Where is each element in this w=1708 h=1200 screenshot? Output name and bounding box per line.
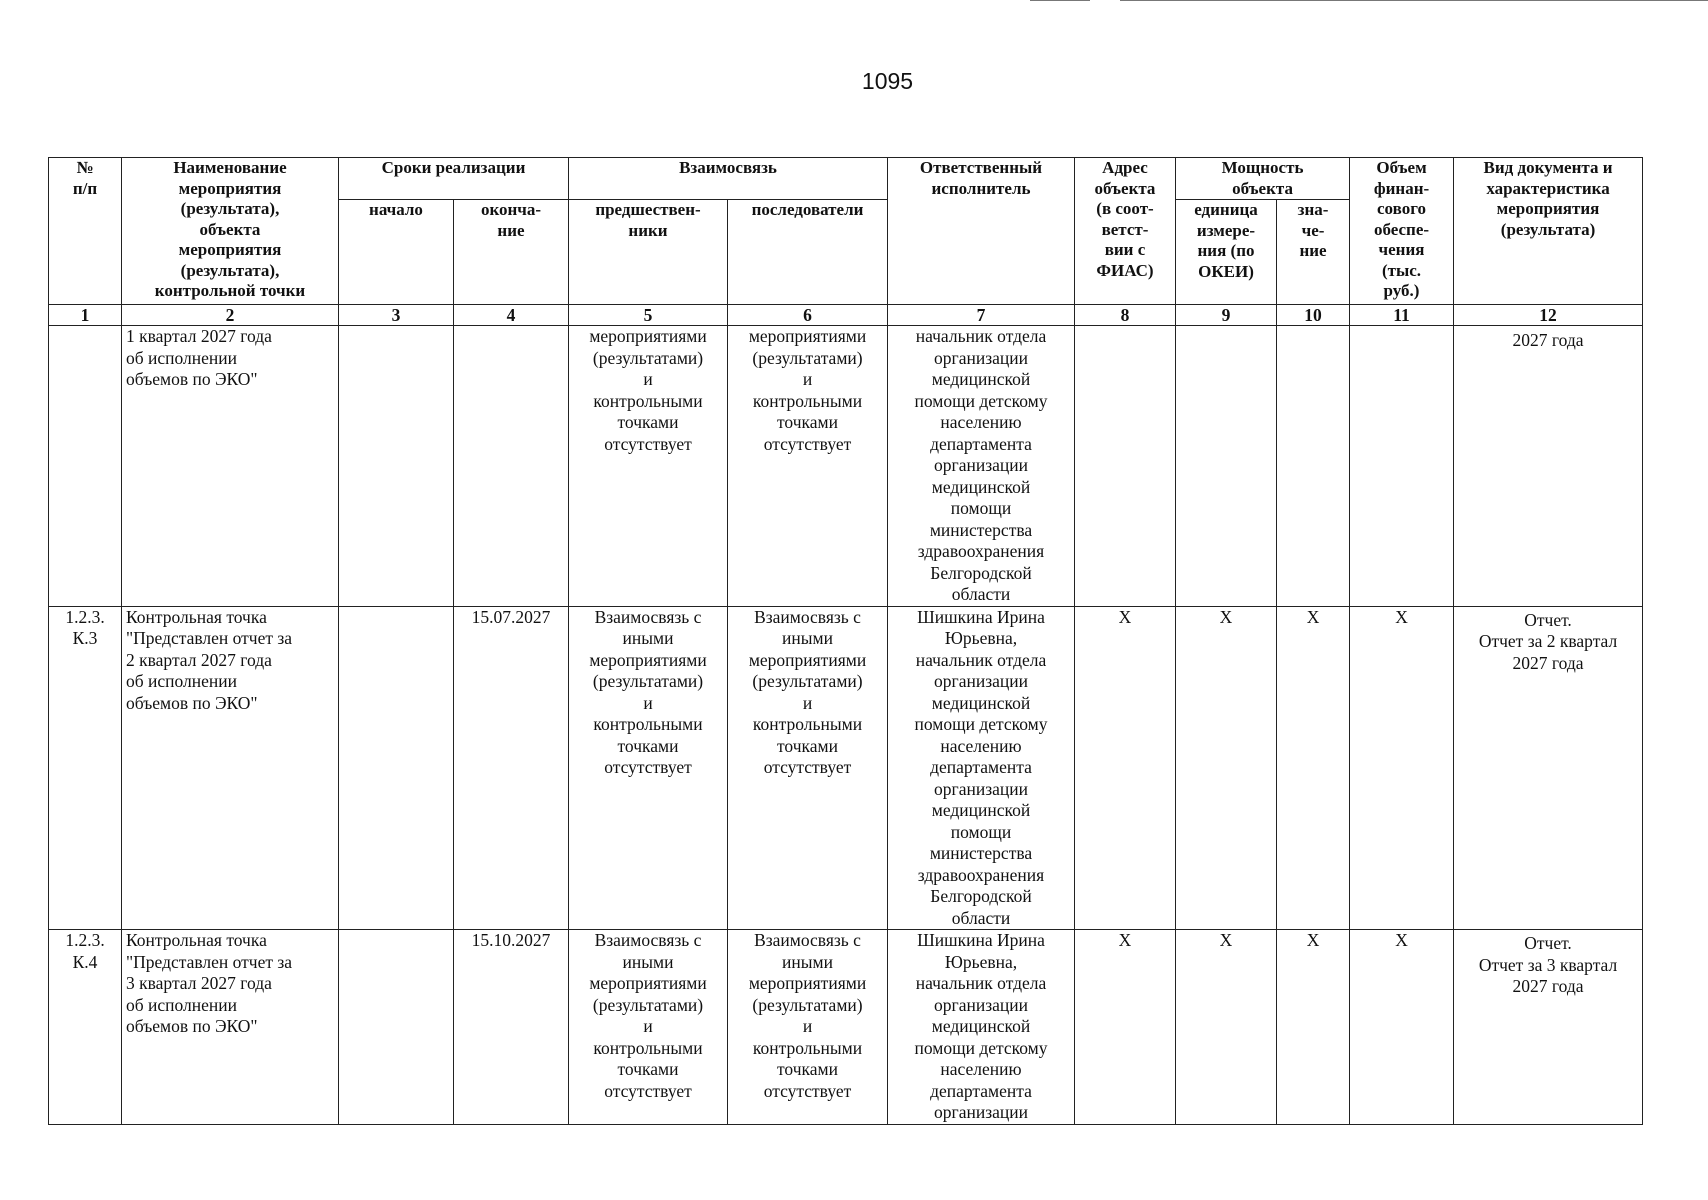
scan-top-rule [1030,0,1090,1]
header-name: Наименование мероприятия (результата), объекта мероприятия (результата), контрольной точки [122,158,339,305]
column-number: 2 [122,305,339,326]
row-successors: Взаимосвязь с иными мероприятиями (результатами) и контрольными точками отсутствует [728,606,888,930]
row-financing [1350,326,1454,607]
column-number: 9 [1176,305,1277,326]
row-start [339,930,454,1125]
column-number: 8 [1075,305,1176,326]
row-name: Контрольная точка "Представлен отчет за 3 квартал 2027 года об исполнении объемов по ЭКО" [122,930,339,1125]
header-responsible: Ответственный исполнитель [888,158,1075,305]
column-number: 3 [339,305,454,326]
header-terms-group: Сроки реализации [339,158,569,200]
row-successors: мероприятиями (результатами) и контрольными точками отсутствует [728,326,888,607]
row-unit: Х [1176,606,1277,930]
row-financing: Х [1350,606,1454,930]
row-predecessors: Взаимосвязь с иными мероприятиями (результатами) и контрольными точками отсутствует [569,930,728,1125]
row-start [339,606,454,930]
row-name: Контрольная точка "Представлен отчет за 2 квартал 2027 года об исполнении объемов по ЭКО" [122,606,339,930]
column-number: 12 [1454,305,1643,326]
header-successors: последователи [728,200,888,305]
row-end: 15.07.2027 [454,606,569,930]
table-row [49,606,1643,930]
page-number: 1095 [861,68,914,94]
column-number: 5 [569,305,728,326]
table-row [49,326,1643,607]
row-name: 1 квартал 2027 года об исполнении объемов по ЭКО" [122,326,339,607]
row-unit: Х [1176,930,1277,1125]
row-end: 15.10.2027 [454,930,569,1125]
column-number: 4 [454,305,569,326]
header-predecessors: предшествен- ники [569,200,728,305]
column-number-row [49,305,1643,326]
header-link-group: Взаимосвязь [569,158,888,200]
row-value: Х [1277,606,1350,930]
header-capacity-group: Мощность объекта [1176,158,1350,200]
row-value [1277,326,1350,607]
header-value: зна- че- ние [1277,200,1350,305]
scan-top-rule [1120,0,1708,1]
row-document: 2027 года [1454,326,1643,607]
row-unit [1176,326,1277,607]
row-responsible: Шишкина Ирина Юрьевна, начальник отдела организации медицинской помощи детскому населению департамента организации медицинской помощи министерства здравоохранения Белгородской области [888,606,1075,930]
column-number: 6 [728,305,888,326]
row-number [49,326,122,607]
row-document: Отчет. Отчет за 2 квартал 2027 года [1454,606,1643,930]
row-end [454,326,569,607]
row-document: Отчет. Отчет за 3 квартал 2027 года [1454,930,1643,1125]
header-document: Вид документа и характеристика мероприятия (результата) [1454,158,1643,305]
row-responsible: начальник отдела организации медицинской помощи детскому населению департамента организации медицинской помощи министерства здравоохранения Белгородской области [888,326,1075,607]
header-end: оконча- ние [454,200,569,305]
row-start [339,326,454,607]
row-value: Х [1277,930,1350,1125]
column-number: 7 [888,305,1075,326]
table-row [49,930,1643,1125]
header-num: № п/п [49,158,122,305]
header-address: Адрес объекта (в соот- ветст- вии с ФИАС) [1075,158,1176,305]
row-successors: Взаимосвязь с иными мероприятиями (результатами) и контрольными точками отсутствует [728,930,888,1125]
plan-table [48,157,1643,1125]
column-number: 10 [1277,305,1350,326]
header-start: начало [339,200,454,305]
table-header [49,158,1643,326]
column-number: 1 [49,305,122,326]
row-predecessors: мероприятиями (результатами) и контрольными точками отсутствует [569,326,728,607]
row-address: Х [1075,606,1176,930]
header-financing: Объем финан- сового обеспе- чения (тыс. руб.) [1350,158,1454,305]
row-number: 1.2.3. К.4 [49,930,122,1125]
row-address: Х [1075,930,1176,1125]
row-financing: Х [1350,930,1454,1125]
column-number: 11 [1350,305,1454,326]
row-predecessors: Взаимосвязь с иными мероприятиями (результатами) и контрольными точками отсутствует [569,606,728,930]
row-responsible: Шишкина Ирина Юрьевна, начальник отдела организации медицинской помощи детскому населению департамента организации [888,930,1075,1125]
header-unit: единица измере- ния (по ОКЕИ) [1176,200,1277,305]
row-address [1075,326,1176,607]
row-number: 1.2.3. К.3 [49,606,122,930]
